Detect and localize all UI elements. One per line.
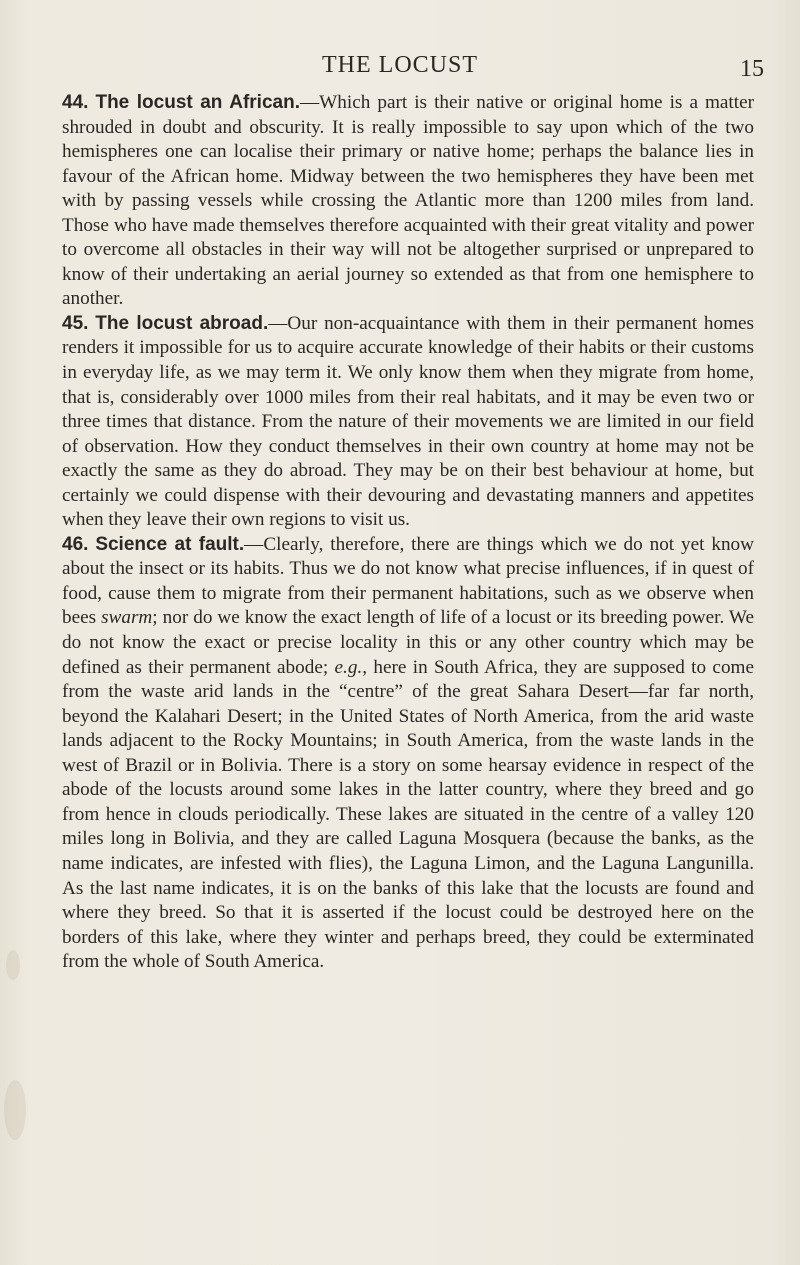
paper-stain bbox=[6, 950, 20, 980]
paragraph-text: —Our non-acquaintance with them in their permanent homes renders it impossible for us to acquire accurate knowledge of their habits or their customs in everyday life, as we may term it. We only know them when they migrate from home, that is, considerably over 1000 miles from their real habitats, and it may be even two or three times that distance. From the nature of their movements we are limited in our field of observation. How they conduct themselves in their own country at home may not be exactly the same as they do abroad. They may be on their best behaviour at home, but certainly we could dispense with their devouring and devastating manners and appetites when they leave their own regions to visit us. bbox=[62, 312, 754, 531]
paragraph-number: 46. bbox=[62, 533, 89, 555]
paragraph-number: 44. bbox=[62, 92, 89, 113]
paragraph-number: 45. bbox=[62, 312, 89, 334]
paragraph-46 bbox=[62, 533, 754, 975]
page-number: 15 bbox=[740, 56, 764, 82]
italic-term: e.g. bbox=[334, 656, 363, 678]
paragraph-text: —Clearly, therefore, there are things which we do not yet know about the insect or its habits. Thus we do not know what precise influences, if in quest of food, cause them to migrate from their permanent habitations, such as we observe when bees bbox=[62, 533, 754, 629]
paragraph-heading: The locust an African. bbox=[95, 92, 300, 113]
paper-stain bbox=[4, 1080, 26, 1140]
paragraph-heading: Science at fault. bbox=[95, 533, 245, 555]
paragraph-text: —Which part is their native or original home is a matter shrouded in doubt and obscurity. It is really impossible to say upon which of the two hemispheres one can localise their primary or native home; perhaps the balance lies in favour of the African home. Midway between the two hemispheres they have been met with by passing vessels while crossing the Atlantic more than 1200 miles from land. Those who have made themselves therefore acquainted with their great vitality and power to overcome all obstacles in their way will not be altogether surprised or unprepared to know of their undertaking an aerial journey so extended as that from one hemisphere to another. bbox=[62, 92, 755, 310]
body-text bbox=[62, 91, 754, 975]
running-head-title: THE LOCUST bbox=[322, 52, 478, 78]
paragraph-heading: The locust abroad. bbox=[95, 312, 269, 334]
paragraph-45 bbox=[62, 312, 754, 533]
italic-term: swarm bbox=[101, 607, 153, 629]
paragraph-text: ; nor do we know the exact length of life of a locust or its breeding power. We do not know the exact or precise locality in this or any other country which may be defined as their permanent abode; bbox=[62, 607, 754, 678]
paragraph-text: , here in South Africa, they are supposed to come from the waste arid lands in the “centre” of the great Sahara Desert—far far north, beyond the Kalahari Desert; in the United States of North America, from the arid waste lands adjacent to the Rocky Mountains; in South America, from the waste lands in the west of Brazil or in Bolivia. There is a story on some hearsay evidence in respect of the abode of the locusts around some lakes in the latter country, where they breed and go from hence in clouds periodically. These lakes are situated in the centre of a valley 120 miles long in Bolivia, and they are called Laguna Mosquera (because the banks, as the name indicates, are infested with flies), the Laguna Limon, and the Laguna Langunilla. As the last name indicates, it is on the banks of this lake that the locusts are found and where they breed. So that it is asserted if the locust could be destroyed here on the borders of this lake, where they winter and perhaps breed, they could be exterminated from the whole of South America. bbox=[62, 656, 754, 973]
paragraph-44 bbox=[62, 91, 754, 312]
